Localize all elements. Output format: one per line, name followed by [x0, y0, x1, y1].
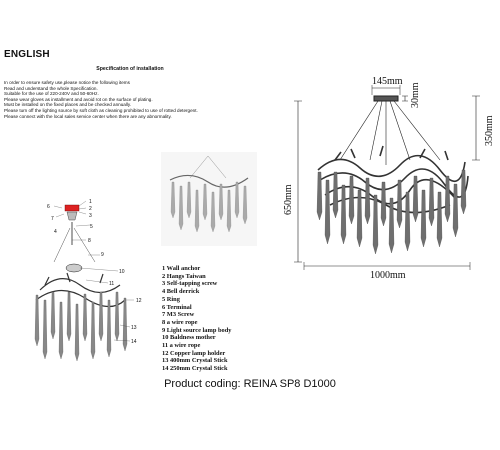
- parts-list: [162, 265, 231, 373]
- canopy-illustration: [374, 96, 398, 101]
- spec-line: Must be installed on the fixed places and be checked annually.: [4, 102, 132, 108]
- callout-14: 14: [131, 339, 137, 345]
- callout-4: 4: [54, 229, 57, 235]
- width-label: 1000mm: [370, 270, 406, 281]
- parts-list-item: 10 Baldness mother: [162, 334, 216, 342]
- callout-6: 6: [47, 204, 50, 210]
- language-heading: ENGLISH: [4, 49, 50, 60]
- spec-line: Please turn off the lighting source by soft cloth as cleaning prohibited to use of rotted detergent.: [4, 107, 198, 113]
- parts-list-item: 4 Bell derrick: [162, 288, 200, 296]
- callout-2: 2: [89, 206, 92, 212]
- spec-line: Please connect with the local sales service center when there are any abnormality.: [4, 113, 172, 119]
- parts-list-item: 14 250mm Crystal Stick: [162, 365, 228, 373]
- drop-label: 350mm: [484, 115, 495, 146]
- canopy-width-label: 145mm: [372, 76, 403, 87]
- spec-line: Please wear gloves as installment and avoid rot on the surface of plating.: [4, 96, 153, 102]
- callout-1: 1: [89, 199, 92, 205]
- parts-list-item: 5 Ring: [162, 295, 180, 303]
- parts-list-item: 11 a wire rope: [162, 342, 201, 350]
- callout-12: 12: [136, 298, 142, 304]
- canopy-part: [65, 205, 79, 211]
- callout-11: 11: [109, 281, 115, 287]
- dimension-drawing: [294, 85, 480, 270]
- parts-list-item: 12 Copper lamp holder: [162, 349, 226, 357]
- callout-10: 10: [119, 269, 125, 275]
- callout-9: 9: [101, 252, 104, 258]
- spec-title: Specification of installation: [96, 66, 164, 72]
- spec-line: Read and understand the whole Specification.: [4, 85, 98, 91]
- product-photo: [161, 152, 257, 246]
- parts-list-item: 2 Hangs Taiwan: [162, 272, 206, 280]
- parts-list-item: 13 400mm Crystal Stick: [162, 357, 228, 365]
- spec-line: Suitable for the use of 220-240V and 50-60Hz.: [4, 91, 99, 97]
- parts-list-item: 7 M3 Screw: [162, 311, 195, 319]
- canopy-height-label: 30mm: [410, 82, 421, 108]
- callout-7: 7: [51, 216, 54, 222]
- callout-8: 8: [88, 238, 91, 244]
- exploded-diagram: [35, 201, 134, 361]
- callout-13: 13: [131, 325, 137, 331]
- parts-list-item: 8 a wire rope: [162, 318, 198, 326]
- height-label: 650mm: [283, 184, 294, 215]
- parts-list-item: 6 Terminal: [162, 303, 192, 311]
- parts-list-item: 3 Self-tapping screw: [162, 280, 218, 288]
- parts-list-item: 9 Light source lamp body: [162, 326, 232, 334]
- suspension-wires: [340, 101, 440, 165]
- spec-line: In order to ensure safety use,please notice the following items: [4, 80, 130, 85]
- product-coding: Product coding: REINA SP8 D1000: [164, 378, 336, 390]
- callout-3: 3: [89, 213, 92, 219]
- callout-5: 5: [90, 224, 93, 230]
- parts-list-item: 1 Wall anchor: [162, 265, 201, 272]
